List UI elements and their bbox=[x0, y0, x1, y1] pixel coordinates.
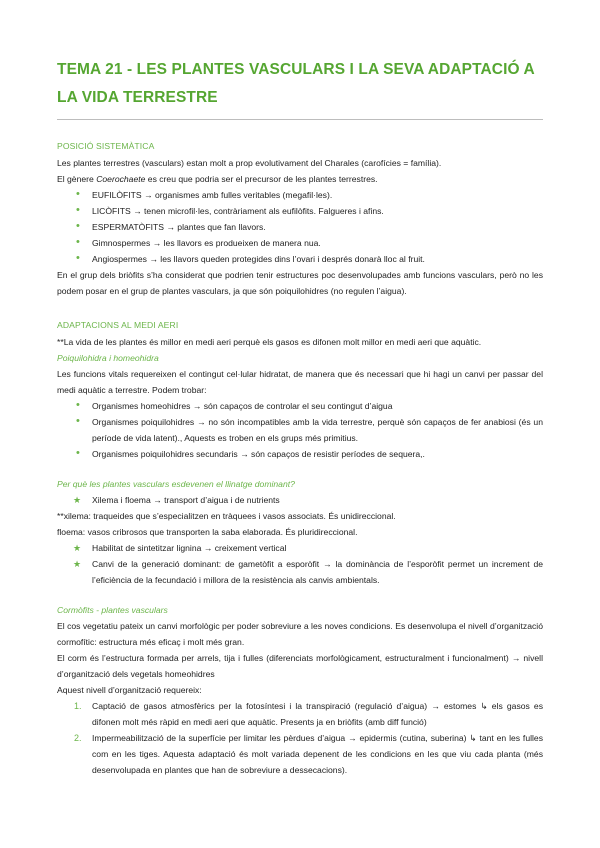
document-page bbox=[57, 56, 543, 778]
paragraph: floema: vasos cribrosos que transporten la saba elaborada. És pluridireccional. bbox=[57, 527, 358, 537]
paragraph: **xilema: traqueides que s’especialitzen en tràquees i vasos associats. És unidireccional. bbox=[57, 511, 396, 521]
list-item: 2. Impermeabilització de la superfície per limitar les pèrdues d’aigua → epidermis (cutina, suberina) ↳ tant en les fulles com en les tiges. Aquesta adaptació és molt variada depenent de les condicions en les que viu cada planta (més desenvolupada en plantes que han de sobreviure a dessecacions). bbox=[92, 730, 543, 778]
list-item: ★ Habilitat de sintetitzar lignina → creixement vertical bbox=[92, 540, 543, 556]
paragraph: El gènere Coerochaete es creu que podria ser el precursor de les plantes terrestres. bbox=[57, 174, 378, 184]
section-heading-posicio: POSICIÓ SISTEMÀTICA bbox=[57, 141, 155, 151]
paragraph: Les funcions vitals requereixen el contingut cel·lular hidratat, de manera que és necessari que hi hagi un canvi per passar del medi aquàtic a terrestre. Podem trobar: bbox=[57, 369, 543, 395]
paragraph: El cos vegetatiu pateix un canvi morfològic per poder sobreviure a les noves condicions. Es desenvolupa el nivell d’organització cormofític: estructura més eficaç i molt més gran. bbox=[57, 621, 543, 647]
paragraph: En el grup dels briòfits s’ha considerat que podrien tenir estructures poc desenvolupades amb funcions vasculars, però no les podem posar en el grup de plantes vasculars, ja que són poiquilohidres (no regulen l’aigua). bbox=[57, 270, 543, 296]
list-number: 2. bbox=[74, 733, 82, 743]
bullet-icon: • bbox=[76, 252, 80, 264]
star-list bbox=[57, 540, 543, 588]
bullet-icon: • bbox=[76, 415, 80, 427]
bullet-list bbox=[57, 398, 543, 462]
star-icon: ★ bbox=[73, 495, 82, 505]
paragraph: **La vida de les plantes és millor en medi aeri perquè els gasos es difonen molt millor en medi aeri que aquàtic. bbox=[57, 337, 482, 347]
subheading-cormofits: Cormòfits - plantes vasculars bbox=[57, 605, 168, 615]
page-title: TEMA 21 - LES PLANTES VASCULARS I LA SEVA ADAPTACIÓ A LA VIDA TERRESTRE bbox=[57, 61, 535, 106]
numbered-list bbox=[57, 698, 543, 778]
star-icon: ★ bbox=[73, 543, 82, 553]
bullet-icon: • bbox=[76, 399, 80, 411]
list-item: • Organismes homeohidres → són capaços de controlar el seu contingut d’aigua bbox=[76, 399, 393, 411]
star-icon: ★ bbox=[73, 559, 82, 569]
list-item: • Gimnospermes → les llavors es produeixen de manera nua. bbox=[76, 236, 321, 248]
subheading-llinatge: Per què les plantes vasculars esdevenen el llinatge dominant? bbox=[57, 479, 295, 489]
bullet-icon: • bbox=[76, 236, 80, 248]
bullet-list bbox=[57, 187, 543, 267]
paragraph: Aquest nivell d’organització requereix: bbox=[57, 685, 202, 695]
bullet-icon: • bbox=[76, 204, 80, 216]
bullet-icon: • bbox=[76, 188, 80, 200]
list-item: • LICÒFITS → tenen microfil·les, contràriament als eufilòfits. Falgueres i afins. bbox=[76, 204, 384, 216]
bullet-icon: • bbox=[76, 220, 80, 232]
list-item: • Angiospermes → les llavors queden protegides dins l’ovari i després donarà lloc al fruit. bbox=[76, 252, 425, 264]
title-divider bbox=[57, 119, 543, 120]
list-item: ★ Canvi de la generació dominant: de gametòfit a esporòfit → la dominància de l’esporòfit permet un increment de l’eficiència de la fecundació i millora de la resistència als canvis ambientals. bbox=[92, 556, 543, 588]
list-item: • Organismes poiquilohidres → no són incompatibles amb la vida terrestre, perquè són capaços de fer anabiosi (és un període de vida latent)., Aquests es troben en els grups més primitius. bbox=[76, 415, 543, 443]
section-heading-adaptacions: ADAPTACIONS AL MEDI AERI bbox=[57, 320, 179, 330]
star-list bbox=[57, 492, 543, 508]
list-item: 1. Captació de gasos atmosfèrics per la fotosíntesi i la transpiració (regulació d’aigua) → estomes ↳ els gasos es difonen molt més ràpid en medi aeri que aquàtic. Presents ja en briòfits (amb diff funció) bbox=[92, 698, 543, 730]
bullet-icon: • bbox=[76, 447, 80, 459]
list-item: • EUFILÒFITS → organismes amb fulles veritables (megafil·les). bbox=[76, 188, 333, 200]
list-number: 1. bbox=[74, 701, 82, 711]
list-item: • Organismes poiquilohidres secundaris → són capaços de resistir períodes de sequera,. bbox=[76, 447, 425, 459]
subheading-poiquilohidra: Poiquilohidra i homeohidra bbox=[57, 353, 159, 363]
list-item: ★ Xilema i floema → transport d’aigua i de nutrients bbox=[92, 492, 543, 508]
paragraph: El corm és l’estructura formada per arrels, tija i fulles (diferenciats morfològicament, estructuralment i funcionalment) → nivell d’organització dels vegetals homeohidres bbox=[57, 653, 543, 679]
paragraph: Les plantes terrestres (vasculars) estan molt a prop evolutivament del Charales (carofícies = família). bbox=[57, 158, 442, 168]
list-item: • ESPERMATÒFITS → plantes que fan llavors. bbox=[76, 220, 266, 232]
